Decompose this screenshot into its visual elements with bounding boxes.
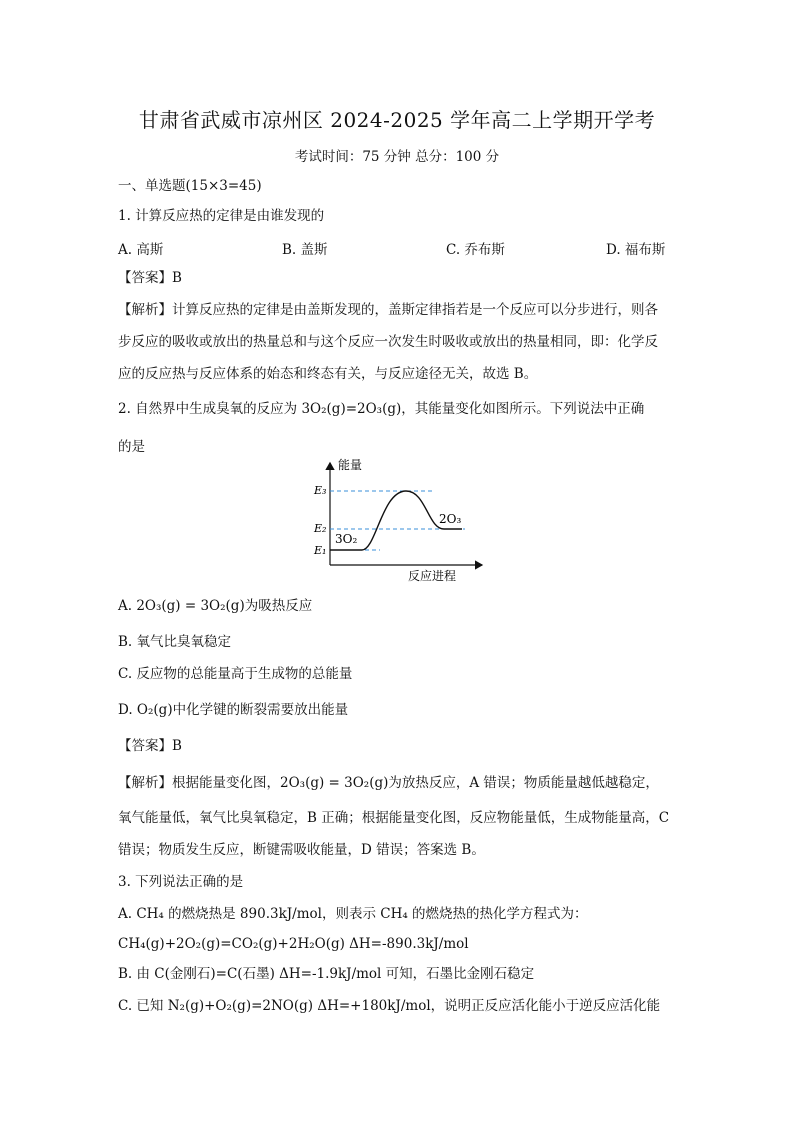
q1-option-b: B. 盖斯 xyxy=(282,242,328,258)
q2-option-b: B. 氧气比臭氧稳定 xyxy=(118,634,232,650)
page-title: 甘肃省武威市凉州区 2024-2025 学年高二上学期开学考 xyxy=(138,108,656,132)
q3-option-c: C. 已知 N₂(g)+O₂(g)=2NO(g) ΔH=+180kJ/mol，说明正反应活化能小于逆反应活化能 xyxy=(118,998,661,1014)
exam-info: 考试时间：75 分钟 总分：100 分 xyxy=(294,149,500,165)
q2-option-d: D. O₂(g)中化学键的断裂需要放出能量 xyxy=(118,702,349,718)
section-heading: 一、单选题(15×3=45) xyxy=(118,178,262,194)
q2-stem-continued: 的是 xyxy=(118,439,145,455)
q2-option-c: C. 反应物的总能量高于生成物的总能量 xyxy=(118,666,353,682)
q2-stem: 2. 自然界中生成臭氧的反应为 3O₂(g)=2O₃(g)，其能量变化如图所示。下列说法中正确 xyxy=(118,401,645,417)
q1-option-c: C. 乔布斯 xyxy=(446,242,505,258)
q3-option-b: B. 由 C(金刚石)=C(石墨) ΔH=-1.9kJ/mol 可知，石墨比金刚石稳定 xyxy=(118,966,535,982)
reactant-label: 3O₂ xyxy=(335,532,358,546)
q2-analysis-line: 【解析】根据能量变化图，2O₃(g) = 3O₂(g)为放热反应，A 错误；物质能量越低越稳定， xyxy=(118,775,659,791)
q3-equation: CH₄(g)+2O₂(g)=CO₂(g)+2H₂O(g) ΔH=-890.3kJ/mol xyxy=(118,936,469,952)
energy-diagram xyxy=(310,455,490,585)
q1-analysis-line: 【解析】计算反应热的定律是由盖斯发现的，盖斯定律指若是一个反应可以分步进行，则各 xyxy=(118,302,658,318)
q2-analysis-line: 错误；物质发生反应，断键需吸收能量，D 错误；答案选 B。 xyxy=(118,842,485,858)
x-axis-label: 反应进程 xyxy=(408,569,457,583)
e1-label: E₁ xyxy=(314,544,327,557)
q2-answer: 【答案】B xyxy=(118,738,182,754)
product-label: 2O₃ xyxy=(439,512,462,526)
q3-stem: 3. 下列说法正确的是 xyxy=(118,874,244,890)
q2-analysis-line: 氧气能量低，氧气比臭氧稳定，B 正确；根据能量变化图，反应物能量低，生成物能量高，C xyxy=(118,810,670,826)
q1-answer: 【答案】B xyxy=(118,270,182,286)
q1-option-a: A. 高斯 xyxy=(118,242,164,258)
e3-label: E₃ xyxy=(314,484,327,497)
q1-stem: 1. 计算反应热的定律是由谁发现的 xyxy=(118,208,325,224)
q2-option-a: A. 2O₃(g) = 3O₂(g)为吸热反应 xyxy=(118,598,313,614)
q1-analysis-line: 应的反应热与反应体系的始态和终态有关，与反应途径无关，故选 B。 xyxy=(118,366,538,382)
q3-line: A. CH₄ 的燃烧热是 890.3kJ/mol，则表示 CH₄ 的燃烧热的热化学方程式为： xyxy=(118,906,588,922)
y-axis-label: 能量 xyxy=(338,458,363,472)
q1-option-d: D. 福布斯 xyxy=(606,242,666,258)
q1-analysis-line: 步反应的吸收或放出的热量总和与这个反应一次发生时吸收或放出的热量相同，即：化学反 xyxy=(118,334,658,350)
e2-label: E₂ xyxy=(314,522,327,535)
